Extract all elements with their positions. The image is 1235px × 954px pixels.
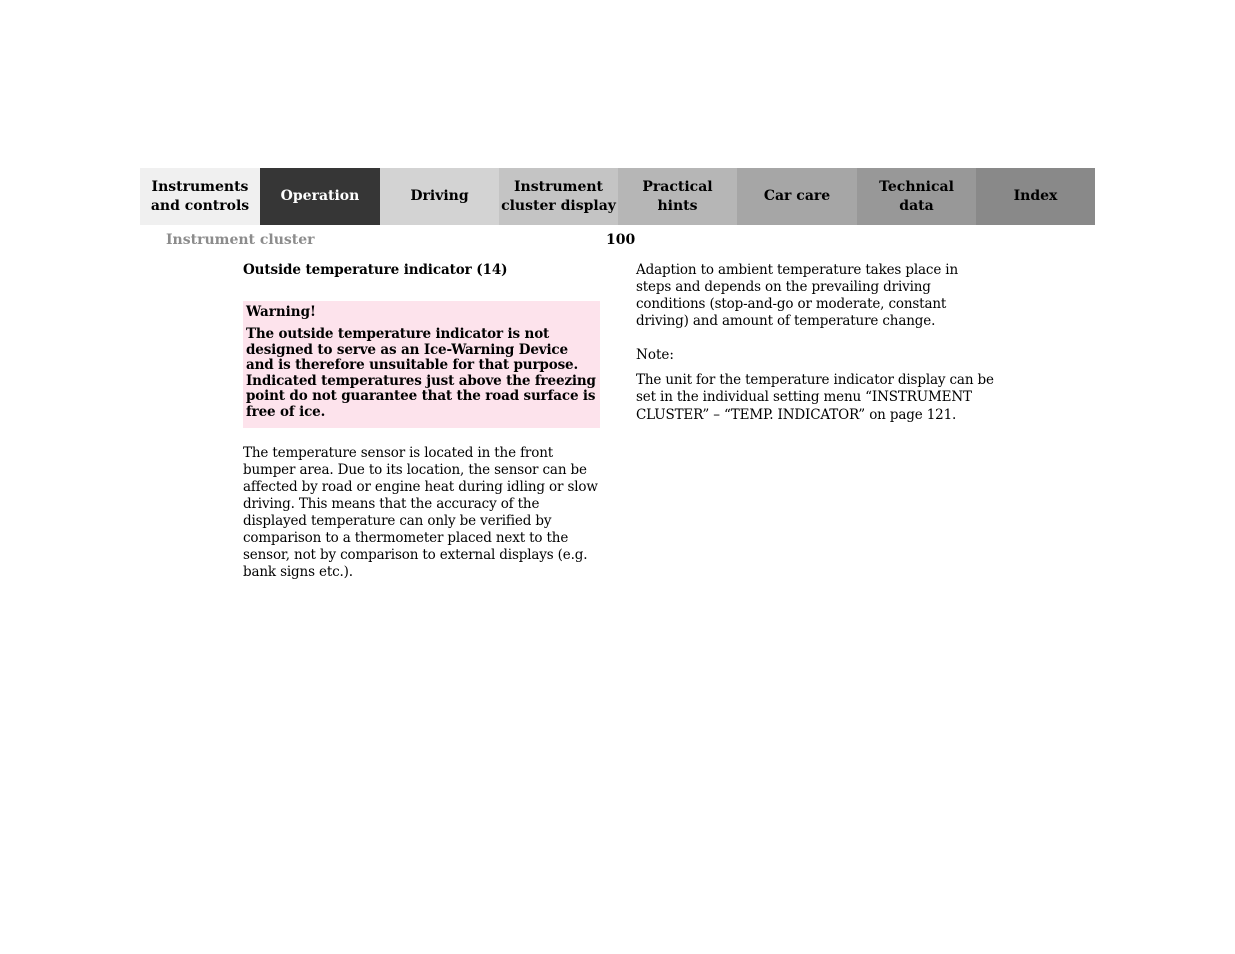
tab-technical-data[interactable]: Technical data <box>857 168 976 225</box>
tab-driving[interactable]: Driving <box>380 168 499 225</box>
tab-practical-hints[interactable]: Practical hints <box>618 168 737 225</box>
section-title: Instrument cluster <box>166 232 315 248</box>
section-heading: Outside temperature indicator (14) <box>243 262 508 278</box>
warning-text: The outside temperature indicator is not designed to serve as an Ice-Warning Device and is therefore unsuitable for that purpose. Indicated temperatures just above the freezing point do not guarantee that the road surface is free of ice. <box>246 326 596 420</box>
chapter-tab-bar <box>140 168 1095 225</box>
right-column <box>636 262 996 424</box>
sensor-paragraph: The temperature sensor is located in the front bumper area. Due to its location, the sensor can be affected by road or engine heat during idling or slow driving. This means that the accuracy of the displayed temperature can only be verified by comparison to a thermometer placed next to the sensor, not by comparison to external displays (e.g. bank signs etc.). <box>243 444 598 581</box>
tab-car-care[interactable]: Car care <box>737 168 857 225</box>
note-text: The unit for the temperature indicator display can be set in the individual setting menu “INSTRUMENT CLUSTER” – “TEMP. INDICATOR” on page 121. <box>636 372 994 423</box>
tab-index[interactable]: Index <box>976 168 1095 225</box>
tab-instrument-cluster-display[interactable]: Instrument cluster display <box>499 168 618 225</box>
page-number: 100 <box>606 232 636 248</box>
warning-box <box>243 301 600 428</box>
left-column <box>243 262 600 581</box>
adaption-paragraph: Adaption to ambient temperature takes place in steps and depends on the prevailing driving conditions (stop-and-go or moderate, constant driving) and amount of temperature change. <box>636 262 959 330</box>
tab-operation[interactable]: Operation <box>260 168 380 225</box>
tab-instruments-and-controls[interactable]: Instruments and controls <box>140 168 260 225</box>
note-label: Note: <box>636 347 674 364</box>
warning-title: Warning! <box>246 304 316 320</box>
